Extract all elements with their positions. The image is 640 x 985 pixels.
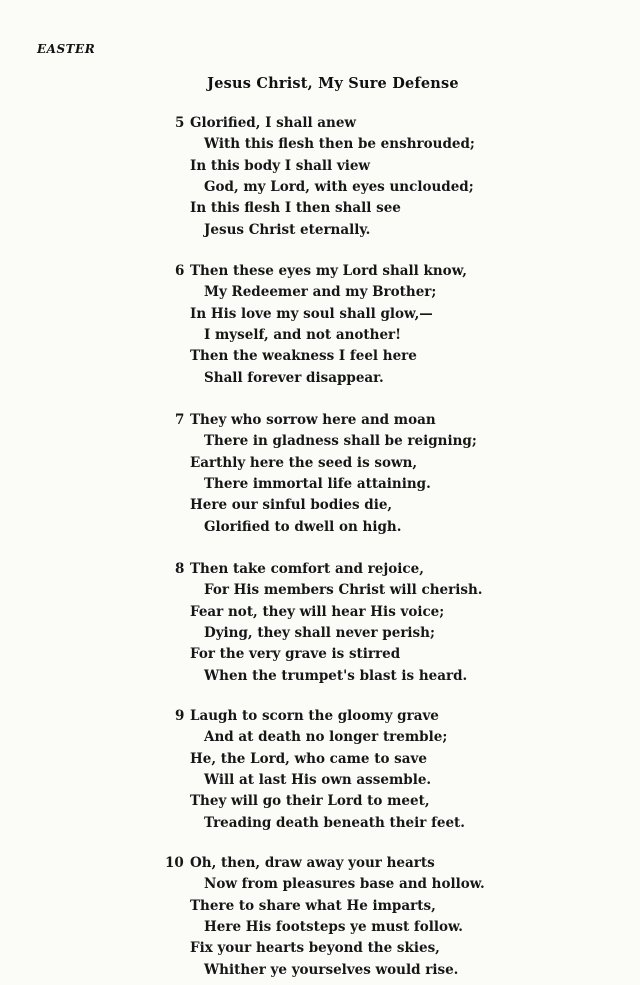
- verse-line: Then take comfort and rejoice,: [190, 561, 424, 577]
- verse-line: Earthly here the seed is sown,: [190, 454, 418, 471]
- verse-line: In His love my soul shall glow,—: [190, 305, 433, 322]
- hymn-title: Jesus Christ, My Sure Defense: [207, 75, 459, 92]
- verse-line: Glorified, I shall anew: [190, 115, 357, 131]
- verse-line: With this flesh then be enshrouded;: [204, 136, 475, 153]
- verse-line: Treading death beneath their feet.: [204, 814, 465, 831]
- verse-line: In this flesh I then shall see: [190, 200, 401, 217]
- verse-line: For the very grave is stirred: [190, 646, 401, 663]
- verse-line: I myself, and not another!: [204, 326, 402, 343]
- verse-line: Fear not, they will hear His voice;: [190, 603, 445, 620]
- verse-line: Here His footsteps ye must follow.: [204, 918, 463, 935]
- verse-line: Now from pleasures base and hollow.: [204, 876, 485, 893]
- verse-line: Then these eyes my Lord shall know,: [190, 263, 467, 279]
- verse-line: When the trumpet's blast is heard.: [204, 667, 468, 684]
- verse-line: God, my Lord, with eyes unclouded;: [204, 178, 474, 195]
- stanza-number: 10: [165, 855, 184, 871]
- verse-line: Glorified to dwell on high.: [204, 518, 402, 535]
- verse-line: My Redeemer and my Brother;: [204, 284, 437, 301]
- verse-line: Jesus Christ eternally.: [204, 221, 371, 238]
- verse-line: There in gladness shall be reigning;: [204, 433, 477, 450]
- verse-line: And at death no longer tremble;: [204, 729, 448, 746]
- verse-line: Dying, they shall never perish;: [204, 624, 435, 641]
- verse-line: Shall forever disappear.: [204, 369, 384, 386]
- verse-line: Fix your hearts beyond the skies,: [190, 940, 440, 957]
- stanza-number: 6: [175, 263, 185, 279]
- verse-line: For His members Christ will cherish.: [204, 582, 483, 599]
- verse-line: They who sorrow here and moan: [190, 412, 436, 428]
- stanza-number: 9: [175, 708, 185, 724]
- verse-line: Laugh to scorn the gloomy grave: [190, 708, 439, 724]
- verse-line: He, the Lord, who came to save: [190, 750, 427, 767]
- section-label: EASTER: [37, 42, 96, 56]
- stanza-number: 7: [175, 412, 185, 428]
- verse-line: There immortal life attaining.: [204, 475, 431, 492]
- verse-line: In this body I shall view: [190, 157, 371, 174]
- verse-line: Here our sinful bodies die,: [190, 497, 393, 514]
- verse-line: Whither ye yourselves would rise.: [204, 961, 459, 978]
- stanza-number: 5: [175, 115, 185, 131]
- verse-line: Oh, then, draw away your hearts: [190, 855, 435, 871]
- verse-line: There to share what He imparts,: [190, 897, 436, 914]
- verse-line: Will at last His own assemble.: [204, 771, 432, 788]
- stanza-number: 8: [175, 561, 185, 577]
- verse-line: Then the weakness I feel here: [190, 348, 417, 365]
- verse-line: They will go their Lord to meet,: [190, 793, 430, 810]
